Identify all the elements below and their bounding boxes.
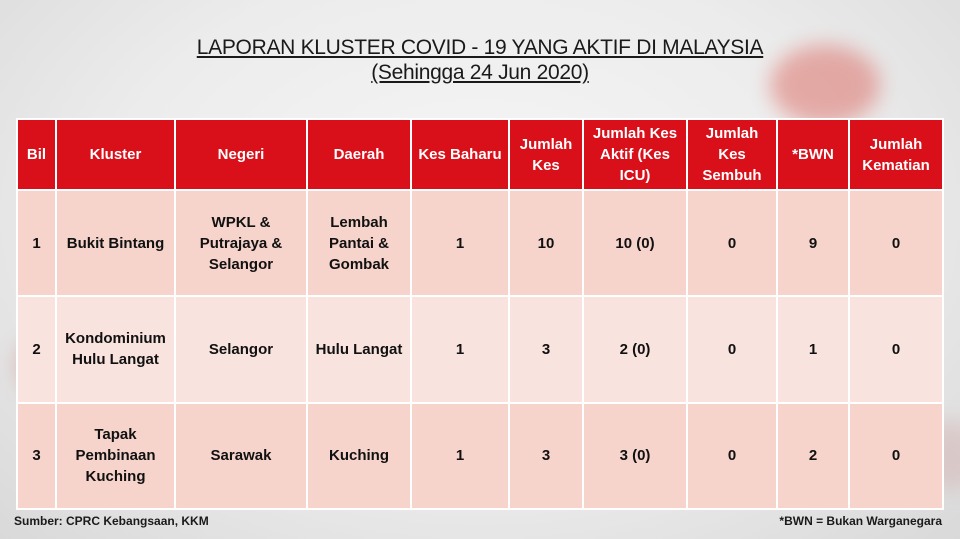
cell-kes-baharu: 1 <box>411 403 509 509</box>
cell-kluster: Tapak Pembinaan Kuching <box>56 403 175 509</box>
table-row <box>17 403 943 509</box>
header-bwn: *BWN <box>777 119 849 190</box>
cell-kes-aktif: 2 (0) <box>583 296 687 402</box>
cell-kematian: 0 <box>849 190 943 296</box>
cluster-table <box>16 118 944 510</box>
cell-daerah: Lembah Pantai & Gombak <box>307 190 411 296</box>
header-kes-baharu: Kes Baharu <box>411 119 509 190</box>
cell-bil: 2 <box>17 296 56 402</box>
cell-kes-aktif: 10 (0) <box>583 190 687 296</box>
cell-jumlah-kes: 10 <box>509 190 583 296</box>
report-title: LAPORAN KLUSTER COVID - 19 YANG AKTIF DI MALAYSIA <box>196 36 764 59</box>
cell-kluster: Kondominium Hulu Langat <box>56 296 175 402</box>
source-note: Sumber: CPRC Kebangsaan, KKM <box>14 514 209 528</box>
header-kes-sembuh: Jumlah Kes Sembuh <box>687 119 777 190</box>
cell-kes-sembuh: 0 <box>687 190 777 296</box>
header-bil: Bil <box>17 119 56 190</box>
cell-bil: 3 <box>17 403 56 509</box>
cell-kematian: 0 <box>849 296 943 402</box>
bwn-legend: *BWN = Bukan Warganegara <box>779 514 942 528</box>
cell-bwn: 2 <box>777 403 849 509</box>
cell-kes-baharu: 1 <box>411 296 509 402</box>
cell-kes-sembuh: 0 <box>687 403 777 509</box>
cell-kes-sembuh: 0 <box>687 296 777 402</box>
header-negeri: Negeri <box>175 119 307 190</box>
table-row <box>17 296 943 402</box>
cell-bwn: 1 <box>777 296 849 402</box>
table-header-row <box>17 119 943 190</box>
header-kes-aktif: Jumlah Kes Aktif (Kes ICU) <box>583 119 687 190</box>
header-jumlah-kes: Jumlah Kes <box>509 119 583 190</box>
cell-jumlah-kes: 3 <box>509 296 583 402</box>
cell-kluster: Bukit Bintang <box>56 190 175 296</box>
table-row <box>17 190 943 296</box>
cell-jumlah-kes: 3 <box>509 403 583 509</box>
cell-negeri: Selangor <box>175 296 307 402</box>
cell-negeri: WPKL & Putrajaya & Selangor <box>175 190 307 296</box>
header-daerah: Daerah <box>307 119 411 190</box>
cell-daerah: Hulu Langat <box>307 296 411 402</box>
cell-kes-aktif: 3 (0) <box>583 403 687 509</box>
cell-kes-baharu: 1 <box>411 190 509 296</box>
cell-kematian: 0 <box>849 403 943 509</box>
header-kematian: Jumlah Kematian <box>849 119 943 190</box>
header-kluster: Kluster <box>56 119 175 190</box>
cell-bwn: 9 <box>777 190 849 296</box>
cell-bil: 1 <box>17 190 56 296</box>
report-date: (Sehingga 24 Jun 2020) <box>371 61 589 84</box>
cell-negeri: Sarawak <box>175 403 307 509</box>
cell-daerah: Kuching <box>307 403 411 509</box>
